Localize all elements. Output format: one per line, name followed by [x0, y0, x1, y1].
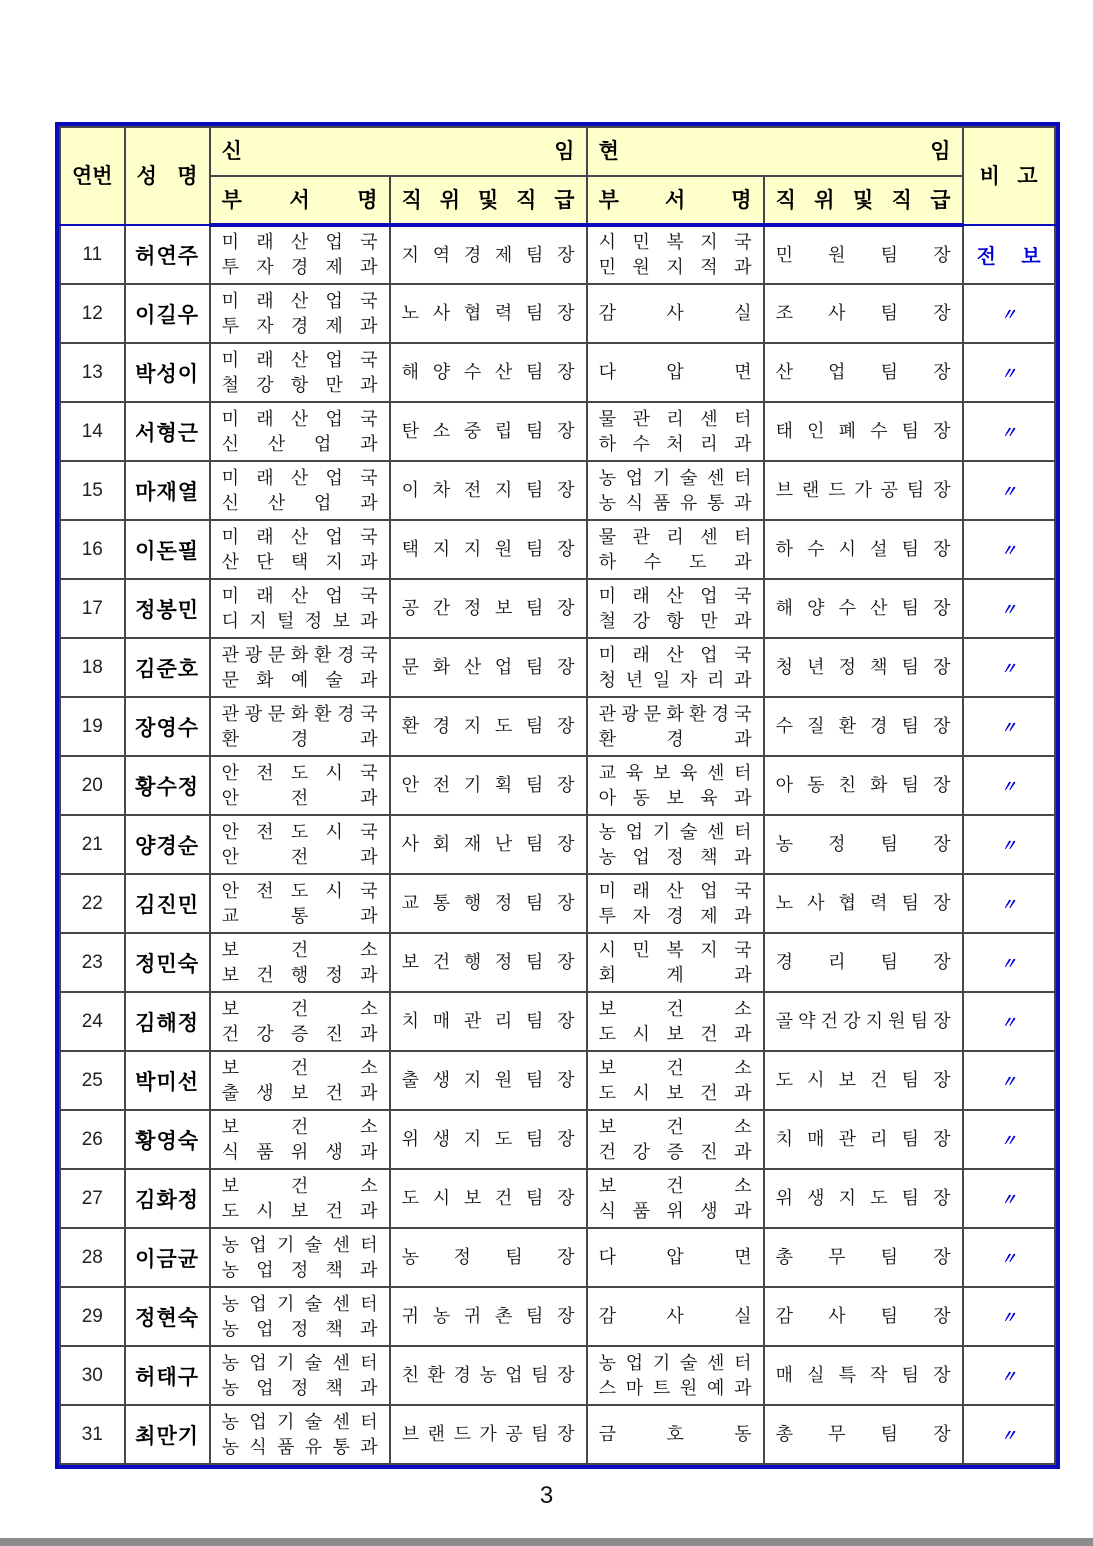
cell-current-position: 골 약 건 강 지 원 팀 장: [764, 992, 963, 1051]
cell-current-dept: 시 민 복 지 국 민 원 지 적 과: [587, 225, 764, 284]
cell-remark: [963, 1051, 1055, 1110]
cell-remark: [963, 284, 1055, 343]
ditto-mark: 〃: [1000, 1074, 1017, 1091]
cell-new-position: 노 사 협 력 팀 장: [390, 284, 587, 343]
cell-name: 김진민: [125, 874, 210, 933]
table-row: [60, 992, 1055, 1051]
cell-new-dept: 안 전 도 시 국 안 전 과: [210, 815, 390, 874]
cell-name: 허연주: [125, 225, 210, 284]
viewer-bottom-edge: [0, 1538, 1093, 1546]
cell-name: 김해정: [125, 992, 210, 1051]
cell-new-dept: 농 업 기 술 센 터 농 업 정 책 과: [210, 1228, 390, 1287]
cell-current-position: 치 매 관 리 팀 장: [764, 1110, 963, 1169]
cell-remark: [963, 1287, 1055, 1346]
table-row: [60, 1287, 1055, 1346]
cell-name: 최만기: [125, 1405, 210, 1464]
cell-current-dept: 농 업 기 술 센 터 농 식 품 유 통 과: [587, 461, 764, 520]
table-row: [60, 1405, 1055, 1464]
ditto-mark: 〃: [1000, 1192, 1017, 1209]
cell-remark: [963, 874, 1055, 933]
cell-serial-no: 26: [60, 1110, 125, 1169]
cell-serial-no: 11: [60, 225, 125, 284]
cell-name: 서형근: [125, 402, 210, 461]
cell-new-dept: 보 건 소 출 생 보 건 과: [210, 1051, 390, 1110]
ditto-mark: 〃: [1000, 1015, 1017, 1032]
table-row: [60, 815, 1055, 874]
cell-new-position: 지 역 경 제 팀 장: [390, 225, 587, 284]
cell-name: 이금균: [125, 1228, 210, 1287]
cell-new-dept: 보 건 소 건 강 증 진 과: [210, 992, 390, 1051]
page-number: 3: [539, 1482, 554, 1509]
cell-new-dept: 농 업 기 술 센 터 농 식 품 유 통 과: [210, 1405, 390, 1464]
cell-remark: [963, 343, 1055, 402]
cell-name: 장영수: [125, 697, 210, 756]
cell-new-position: 탄 소 중 립 팀 장: [390, 402, 587, 461]
cell-serial-no: 31: [60, 1405, 125, 1464]
cell-current-dept: 교 육 보 육 센 터 아 동 보 육 과: [587, 756, 764, 815]
cell-new-dept: 관 광 문 화 환 경 국 환 경 과: [210, 697, 390, 756]
cell-new-dept: 미 래 산 업 국 산 단 택 지 과: [210, 520, 390, 579]
cell-new-position: 교 통 행 정 팀 장: [390, 874, 587, 933]
cell-serial-no: 27: [60, 1169, 125, 1228]
ditto-mark: 〃: [1000, 307, 1017, 324]
cell-new-position: 사 회 재 난 팀 장: [390, 815, 587, 874]
ditto-mark: 〃: [1000, 1310, 1017, 1327]
cell-current-position: 위 생 지 도 팀 장: [764, 1169, 963, 1228]
cell-new-position: 출 생 지 원 팀 장: [390, 1051, 587, 1110]
table-row: [60, 1051, 1055, 1110]
cell-serial-no: 20: [60, 756, 125, 815]
header-current-position: 직 위 및 직 급: [764, 176, 963, 225]
table-row: [60, 1110, 1055, 1169]
header-current-dept: 부 서 명: [587, 176, 764, 225]
cell-current-position: 태 인 폐 수 팀 장: [764, 402, 963, 461]
cell-new-dept: 안 전 도 시 국 교 통 과: [210, 874, 390, 933]
cell-current-dept: 보 건 소 도 시 보 건 과: [587, 1051, 764, 1110]
cell-name: 허태구: [125, 1346, 210, 1405]
header-new-appointment: 신 임: [210, 127, 587, 176]
cell-current-position: 아 동 친 화 팀 장: [764, 756, 963, 815]
cell-remark: [963, 225, 1055, 284]
cell-current-dept: 다 압 면: [587, 343, 764, 402]
ditto-mark: 〃: [1000, 1369, 1017, 1386]
cell-serial-no: 25: [60, 1051, 125, 1110]
table-row: [60, 579, 1055, 638]
cell-serial-no: 16: [60, 520, 125, 579]
table-row: [60, 874, 1055, 933]
ditto-mark: 〃: [1000, 897, 1017, 914]
cell-new-dept: 농 업 기 술 센 터 농 업 정 책 과: [210, 1346, 390, 1405]
header-serial-no: 연 번: [60, 127, 125, 225]
cell-name: 정봉민: [125, 579, 210, 638]
table-row: [60, 697, 1055, 756]
cell-current-position: 노 사 협 력 팀 장: [764, 874, 963, 933]
cell-current-dept: 감 사 실: [587, 1287, 764, 1346]
ditto-mark: 〃: [1000, 602, 1017, 619]
cell-name: 박미선: [125, 1051, 210, 1110]
cell-new-dept: 미 래 산 업 국 투 자 경 제 과: [210, 284, 390, 343]
cell-serial-no: 28: [60, 1228, 125, 1287]
cell-new-position: 치 매 관 리 팀 장: [390, 992, 587, 1051]
cell-new-dept: 미 래 산 업 국 디 지 털 정 보 과: [210, 579, 390, 638]
cell-current-position: 브 랜 드 가 공 팀 장: [764, 461, 963, 520]
cell-current-dept: 감 사 실: [587, 284, 764, 343]
cell-name: 김준호: [125, 638, 210, 697]
cell-new-dept: 보 건 소 보 건 행 정 과: [210, 933, 390, 992]
cell-remark: [963, 1110, 1055, 1169]
table-row: [60, 1169, 1055, 1228]
cell-new-position: 해 양 수 산 팀 장: [390, 343, 587, 402]
table-row: [60, 933, 1055, 992]
cell-current-position: 해 양 수 산 팀 장: [764, 579, 963, 638]
cell-new-dept: 농 업 기 술 센 터 농 업 정 책 과: [210, 1287, 390, 1346]
cell-serial-no: 17: [60, 579, 125, 638]
cell-name: 박성이: [125, 343, 210, 402]
table-row: [60, 1228, 1055, 1287]
cell-serial-no: 24: [60, 992, 125, 1051]
cell-current-position: 청 년 정 책 팀 장: [764, 638, 963, 697]
cell-serial-no: 18: [60, 638, 125, 697]
cell-current-position: 산 업 팀 장: [764, 343, 963, 402]
cell-name: 이길우: [125, 284, 210, 343]
cell-new-position: 위 생 지 도 팀 장: [390, 1110, 587, 1169]
header-remarks: 비 고: [963, 127, 1055, 225]
table-body: [60, 225, 1055, 1464]
cell-name: 정현숙: [125, 1287, 210, 1346]
cell-current-dept: 보 건 소 도 시 보 건 과: [587, 992, 764, 1051]
cell-remark: [963, 933, 1055, 992]
ditto-mark: 〃: [1000, 425, 1017, 442]
cell-name: 정민숙: [125, 933, 210, 992]
cell-remark: [963, 697, 1055, 756]
cell-current-dept: 물 관 리 센 터 하 수 도 과: [587, 520, 764, 579]
ditto-mark: 〃: [1000, 956, 1017, 973]
cell-remark: [963, 638, 1055, 697]
header-new-position: 직 위 및 직 급: [390, 176, 587, 225]
cell-current-dept: 물 관 리 센 터 하 수 처 리 과: [587, 402, 764, 461]
cell-current-dept: 미 래 산 업 국 투 자 경 제 과: [587, 874, 764, 933]
ditto-mark: 〃: [1000, 661, 1017, 678]
cell-current-dept: 농 업 기 술 센 터 스 마 트 원 예 과: [587, 1346, 764, 1405]
cell-name: 양경순: [125, 815, 210, 874]
ditto-mark: 〃: [1000, 543, 1017, 560]
transfer-label: 전 보: [976, 246, 1041, 268]
cell-serial-no: 15: [60, 461, 125, 520]
cell-new-dept: 관 광 문 화 환 경 국 문 화 예 술 과: [210, 638, 390, 697]
cell-current-dept: 미 래 산 업 국 철 강 항 만 과: [587, 579, 764, 638]
cell-remark: [963, 1346, 1055, 1405]
cell-current-position: 경 리 팀 장: [764, 933, 963, 992]
cell-current-position: 총 무 팀 장: [764, 1405, 963, 1464]
ditto-mark: 〃: [1000, 720, 1017, 737]
cell-remark: [963, 756, 1055, 815]
cell-new-dept: 안 전 도 시 국 안 전 과: [210, 756, 390, 815]
cell-new-dept: 미 래 산 업 국 신 산 업 과: [210, 461, 390, 520]
cell-serial-no: 21: [60, 815, 125, 874]
cell-new-position: 친 환 경 농 업 팀 장: [390, 1346, 587, 1405]
cell-current-position: 매 실 특 작 팀 장: [764, 1346, 963, 1405]
personnel-transfer-table: [59, 126, 1056, 1465]
ditto-mark: 〃: [1000, 1428, 1017, 1445]
cell-new-position: 이 차 전 지 팀 장: [390, 461, 587, 520]
cell-name: 황영숙: [125, 1110, 210, 1169]
cell-new-dept: 미 래 산 업 국 철 강 항 만 과: [210, 343, 390, 402]
cell-remark: [963, 1405, 1055, 1464]
cell-serial-no: 19: [60, 697, 125, 756]
cell-current-dept: 시 민 복 지 국 회 계 과: [587, 933, 764, 992]
cell-current-dept: 금 호 동: [587, 1405, 764, 1464]
cell-name: 김화정: [125, 1169, 210, 1228]
ditto-mark: 〃: [1000, 484, 1017, 501]
cell-serial-no: 29: [60, 1287, 125, 1346]
cell-new-position: 농 정 팀 장: [390, 1228, 587, 1287]
cell-current-position: 민 원 팀 장: [764, 225, 963, 284]
ditto-mark: 〃: [1000, 779, 1017, 796]
cell-new-position: 문 화 산 업 팀 장: [390, 638, 587, 697]
cell-new-dept: 보 건 소 도 시 보 건 과: [210, 1169, 390, 1228]
cell-new-position: 브 랜 드 가 공 팀 장: [390, 1405, 587, 1464]
cell-new-position: 택 지 지 원 팀 장: [390, 520, 587, 579]
cell-remark: [963, 579, 1055, 638]
header-new-dept: 부 서 명: [210, 176, 390, 225]
cell-serial-no: 22: [60, 874, 125, 933]
cell-new-dept: 미 래 산 업 국 투 자 경 제 과: [210, 225, 390, 284]
table-row: [60, 638, 1055, 697]
cell-new-position: 환 경 지 도 팀 장: [390, 697, 587, 756]
cell-remark: [963, 815, 1055, 874]
cell-new-dept: 보 건 소 식 품 위 생 과: [210, 1110, 390, 1169]
cell-new-position: 안 전 기 획 팀 장: [390, 756, 587, 815]
cell-serial-no: 14: [60, 402, 125, 461]
table-row: [60, 520, 1055, 579]
cell-remark: [963, 402, 1055, 461]
cell-remark: [963, 1228, 1055, 1287]
cell-name: 황수정: [125, 756, 210, 815]
table-row: [60, 284, 1055, 343]
cell-serial-no: 30: [60, 1346, 125, 1405]
cell-new-position: 공 간 정 보 팀 장: [390, 579, 587, 638]
cell-current-dept: 다 압 면: [587, 1228, 764, 1287]
cell-current-dept: 보 건 소 건 강 증 진 과: [587, 1110, 764, 1169]
header-name: 성 명: [125, 127, 210, 225]
cell-new-position: 보 건 행 정 팀 장: [390, 933, 587, 992]
cell-current-dept: 관 광 문 화 환 경 국 환 경 과: [587, 697, 764, 756]
cell-new-position: 귀 농 귀 촌 팀 장: [390, 1287, 587, 1346]
ditto-mark: 〃: [1000, 1251, 1017, 1268]
cell-current-position: 도 시 보 건 팀 장: [764, 1051, 963, 1110]
header-current-appointment: 현 임: [587, 127, 963, 176]
cell-current-dept: 농 업 기 술 센 터 농 업 정 책 과: [587, 815, 764, 874]
cell-remark: [963, 520, 1055, 579]
cell-serial-no: 12: [60, 284, 125, 343]
cell-new-position: 도 시 보 건 팀 장: [390, 1169, 587, 1228]
cell-current-position: 조 사 팀 장: [764, 284, 963, 343]
table-row: [60, 1346, 1055, 1405]
cell-remark: [963, 1169, 1055, 1228]
cell-name: 마재열: [125, 461, 210, 520]
cell-remark: [963, 461, 1055, 520]
ditto-mark: 〃: [1000, 366, 1017, 383]
table-row: [60, 402, 1055, 461]
cell-remark: [963, 992, 1055, 1051]
table-row: [60, 461, 1055, 520]
table-row: [60, 343, 1055, 402]
table-row: [60, 756, 1055, 815]
ditto-mark: 〃: [1000, 1133, 1017, 1150]
cell-serial-no: 23: [60, 933, 125, 992]
cell-current-dept: 보 건 소 식 품 위 생 과: [587, 1169, 764, 1228]
cell-current-position: 총 무 팀 장: [764, 1228, 963, 1287]
cell-current-position: 수 질 환 경 팀 장: [764, 697, 963, 756]
cell-name: 이돈필: [125, 520, 210, 579]
cell-serial-no: 13: [60, 343, 125, 402]
cell-current-position: 하 수 시 설 팀 장: [764, 520, 963, 579]
cell-current-position: 감 사 팀 장: [764, 1287, 963, 1346]
ditto-mark: 〃: [1000, 838, 1017, 855]
cell-new-dept: 미 래 산 업 국 신 산 업 과: [210, 402, 390, 461]
table-row: [60, 225, 1055, 284]
personnel-table-wrapper: [55, 122, 1060, 1469]
cell-current-dept: 미 래 산 업 국 청 년 일 자 리 과: [587, 638, 764, 697]
cell-current-position: 농 정 팀 장: [764, 815, 963, 874]
